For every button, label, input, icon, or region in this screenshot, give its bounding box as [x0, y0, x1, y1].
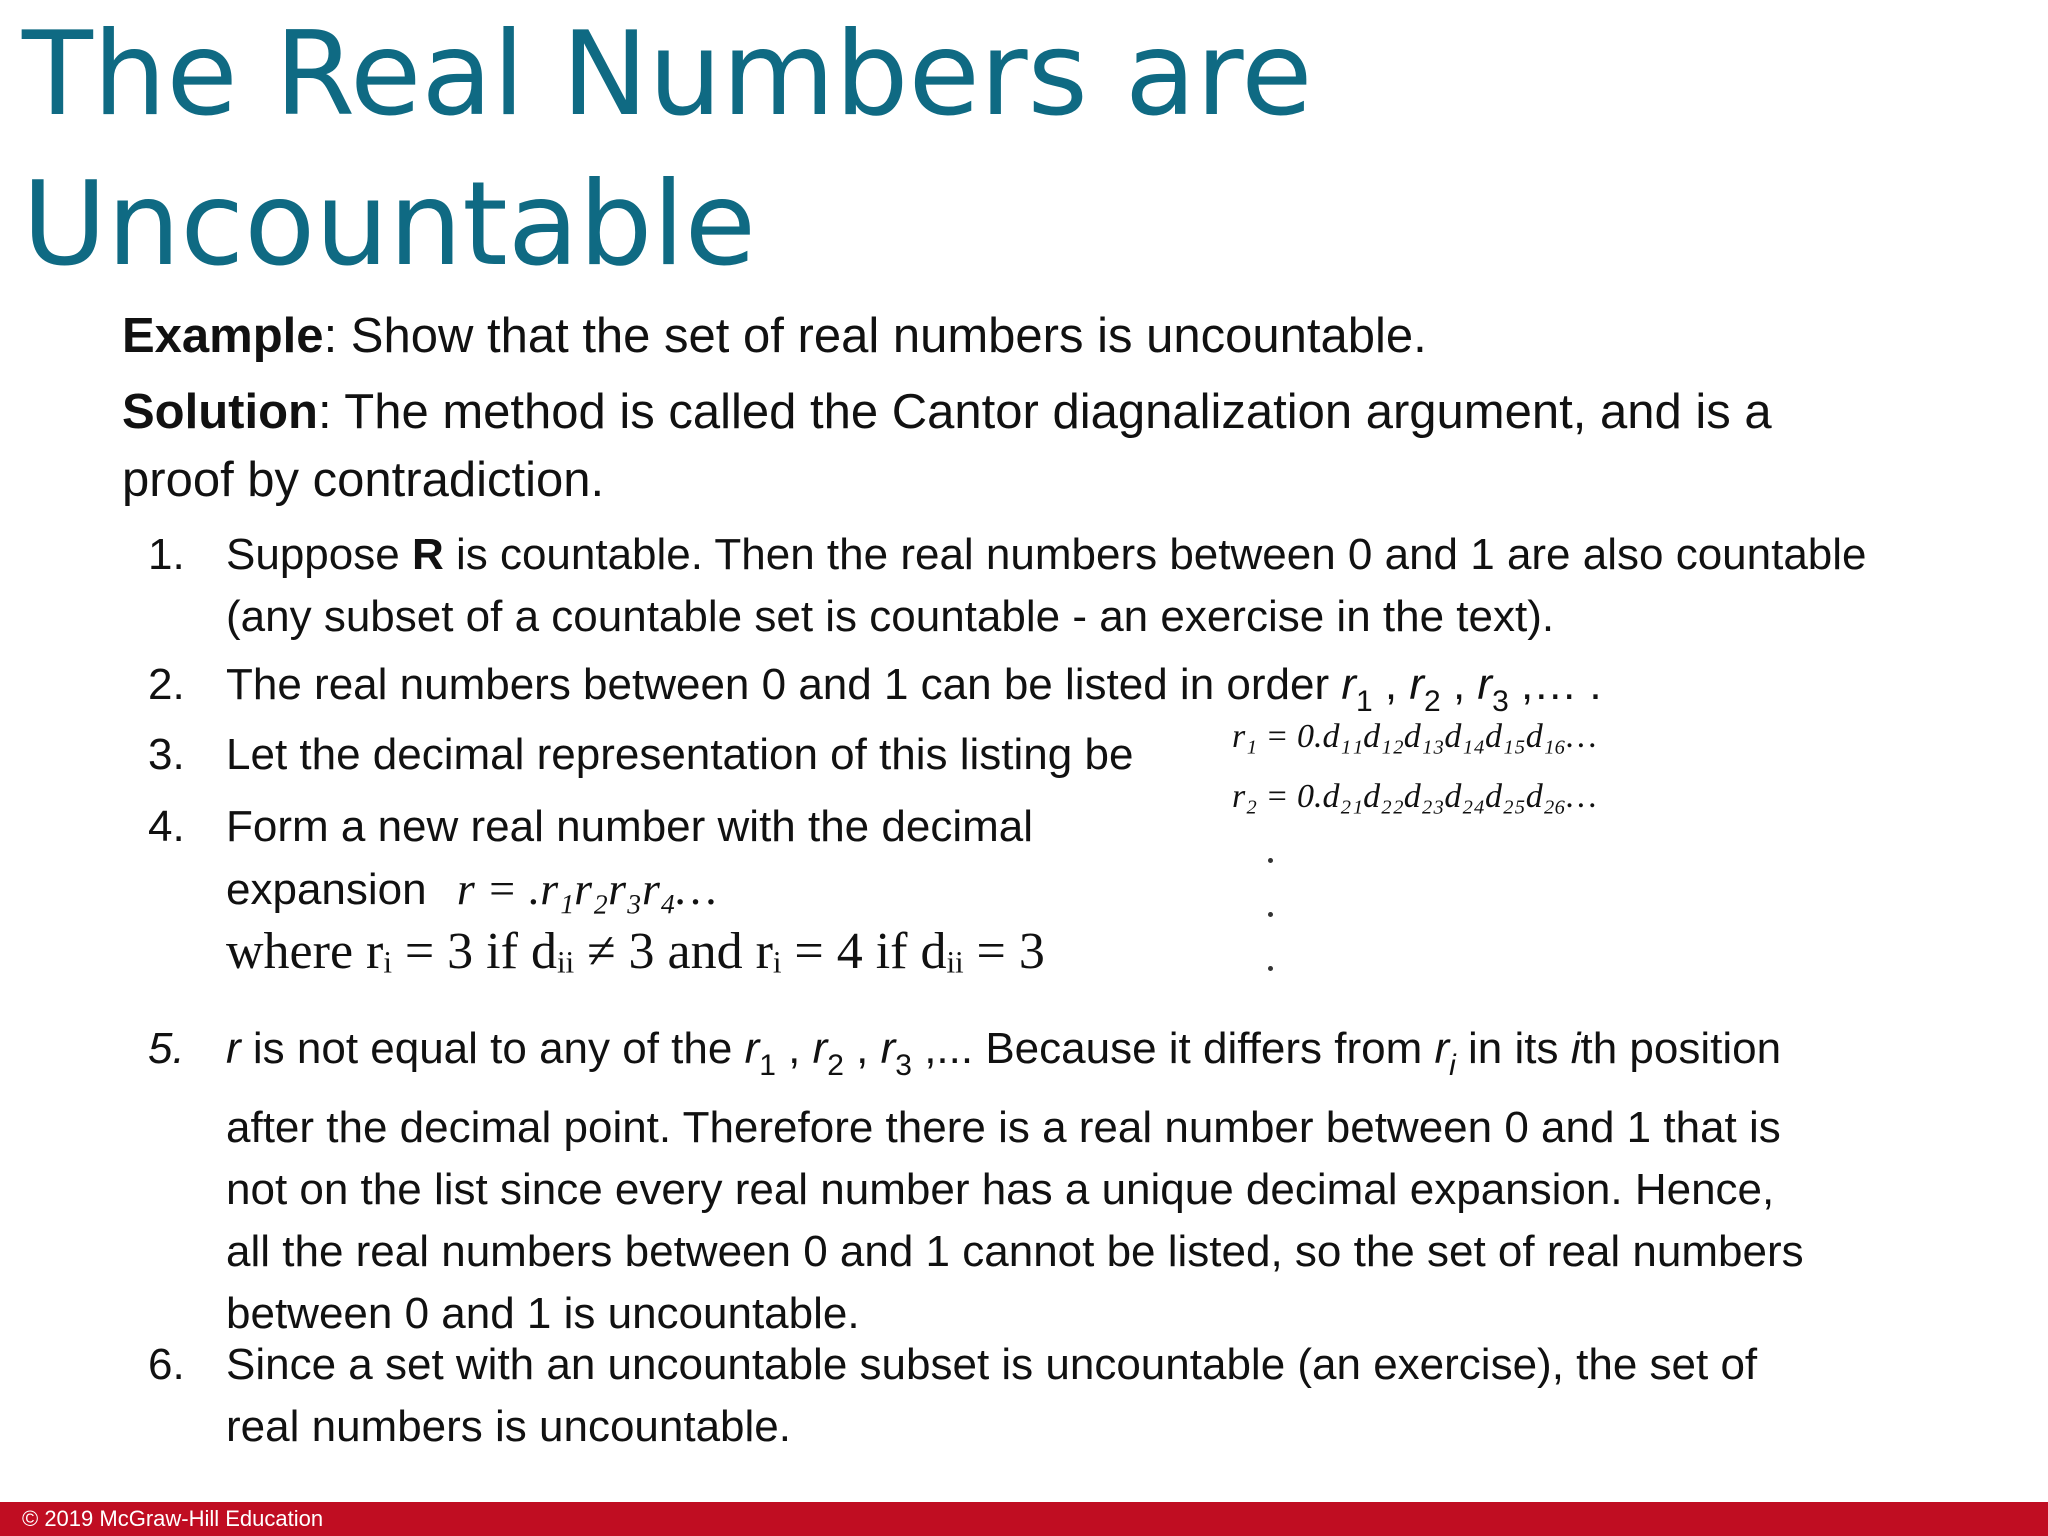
ellipsis-dot — [1268, 912, 1273, 917]
item-text — [226, 796, 1208, 985]
item-6-line1: Since a set with an uncountable subset is uncountable (an exercise), the set of — [226, 1340, 1758, 1389]
comma: , — [775, 1024, 813, 1073]
item-5-part-c: in its — [1455, 1024, 1571, 1073]
item-4-line2: expansion — [226, 865, 427, 914]
list-item-4 — [148, 796, 1208, 996]
listing-row-2: r₂ = 0.d₂₁d₂₂d₂₃d₂₄d₂₅d₂₆… — [1232, 778, 1597, 815]
item-5-part-b: ,... Because it differs from — [911, 1024, 1435, 1073]
item-text: Let the decimal representation of this listing be — [226, 730, 1134, 779]
r-var: r — [1477, 660, 1493, 709]
r-var: r — [1409, 660, 1425, 709]
comma: , — [1372, 660, 1410, 709]
sub-1: 1 — [759, 1049, 776, 1082]
title-line-1: The Real Numbers are — [22, 7, 1313, 142]
item-5-part-d: th position — [1580, 1024, 1782, 1073]
item-number: 6. — [148, 1340, 185, 1389]
item-number: 2. — [148, 660, 185, 709]
solution-paragraph — [122, 378, 2002, 514]
r-var: r — [1434, 1024, 1450, 1073]
item-1-line2: (any subset of a countable set is countable - an exercise in the text). — [226, 592, 1555, 641]
sub-3: 3 — [895, 1049, 912, 1082]
where-clause: where rᵢ = 3 if dᵢᵢ ≠ 3 and rᵢ = 4 if dᵢᵢ = 3 — [226, 923, 1045, 980]
ellipsis-dot — [1268, 966, 1273, 971]
sub-2: 2 — [827, 1049, 844, 1082]
comma: , — [843, 1024, 881, 1073]
item-2-tail: ,… . — [1508, 660, 1602, 709]
item-text — [226, 524, 2008, 648]
item-2-text: The real numbers between 0 and 1 can be listed in order — [226, 660, 1342, 709]
item-text — [226, 1018, 2008, 1345]
example-label: Example — [122, 309, 324, 363]
item-1-pre: Suppose — [226, 530, 412, 579]
comma: , — [1440, 660, 1478, 709]
item-number: 5. — [148, 1024, 185, 1073]
solution-label: Solution — [122, 385, 318, 439]
title-line-2: Uncountable — [22, 157, 757, 292]
item-5-line2: after the decimal point. Therefore there is a real number between 0 and 1 that is — [226, 1103, 1781, 1152]
r-var: r — [880, 1024, 896, 1073]
item-number: 3. — [148, 730, 185, 779]
solution-text-1: : The method is called the Cantor diagnalization argument, and is a — [317, 385, 1772, 439]
list-item-1 — [148, 524, 2008, 648]
item-6-line2: real numbers is uncountable. — [226, 1402, 791, 1451]
item-text — [226, 654, 2008, 733]
example-paragraph — [122, 302, 1427, 370]
i-var: i — [1570, 1024, 1581, 1073]
slide-title — [22, 0, 1312, 300]
expansion-formula: r = .r₁r₂r₃r₄… — [456, 863, 717, 914]
r-var: r — [744, 1024, 760, 1073]
solution-text-2: proof by contradiction. — [122, 453, 605, 507]
list-item-6 — [148, 1334, 2008, 1458]
list-item-2 — [148, 654, 2008, 720]
sub-2: 2 — [1424, 685, 1441, 718]
item-1-post: is countable. Then the real numbers between 0 and 1 are also countable — [443, 530, 1867, 579]
example-text: : Show that the set of real numbers is uncountable. — [323, 309, 1427, 363]
list-item-5 — [148, 1018, 2008, 1338]
item-5-line5: between 0 and 1 is uncountable. — [226, 1289, 860, 1338]
footer-bar — [0, 1502, 2048, 1536]
copyright-text: © 2019 McGraw-Hill Education — [22, 1506, 324, 1531]
item-4-line1: Form a new real number with the decimal — [226, 802, 1033, 851]
sub-3: 3 — [1492, 685, 1509, 718]
item-5-line4: all the real numbers between 0 and 1 cannot be listed, so the set of real numbers — [226, 1227, 1804, 1276]
list-item-3 — [148, 724, 1208, 790]
listing-row-1: r₁ = 0.d₁₁d₁₂d₁₃d₁₄d₁₅d₁₆… — [1232, 718, 1597, 755]
item-5-part-a: is not equal to any of the — [240, 1024, 745, 1073]
item-text — [226, 1334, 2008, 1458]
item-number: 1. — [148, 530, 185, 579]
r-var: r — [1341, 660, 1356, 709]
sub-i: i — [1449, 1049, 1456, 1082]
ellipsis-dot — [1268, 858, 1273, 863]
sub-1: 1 — [1356, 685, 1373, 718]
item-number: 4. — [148, 802, 185, 851]
r-var: r — [812, 1024, 828, 1073]
r-var: r — [226, 1024, 241, 1073]
item-1-bold: R — [411, 530, 444, 579]
item-5-line3: not on the list since every real number has a unique decimal expansion. Hence, — [226, 1165, 1775, 1214]
